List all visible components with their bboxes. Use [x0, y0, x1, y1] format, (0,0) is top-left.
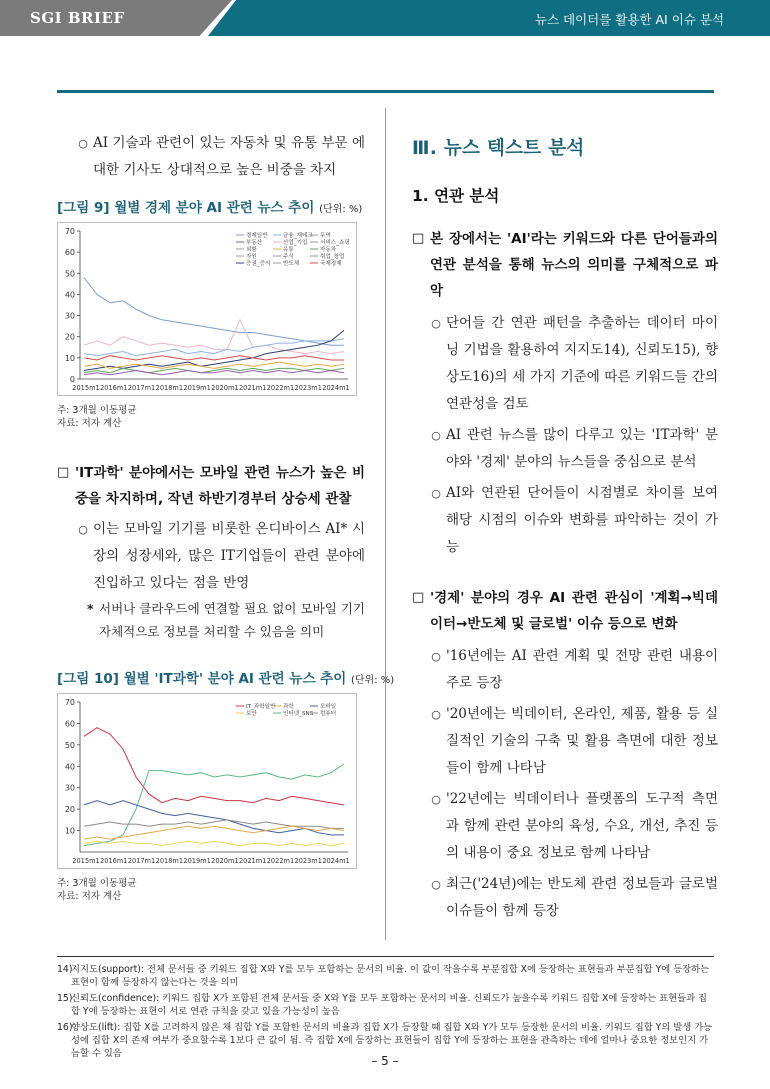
y-tick-label: 10 — [64, 353, 75, 363]
square-bullet-icon: □ — [412, 590, 425, 605]
left-column — [57, 130, 395, 903]
y-tick-label: 30 — [64, 311, 75, 321]
square-bullet-icon: □ — [57, 465, 70, 480]
legend-label: 서비스_쇼핑 — [320, 240, 350, 247]
y-tick-label: 40 — [64, 290, 75, 300]
x-tick-label: 2018m1 — [155, 857, 184, 865]
legend-label: 컴퓨터 — [320, 711, 337, 718]
block2-bullet: ○ '22년에는 빅데이터나 플랫폼의 도구적 측면과 함께 관련 분야의 육성, 수요, 개선, 추진 등의 내용이 중요 정보로 함께 나타남 — [426, 786, 718, 867]
circle-bullet-icon: ○ — [78, 523, 88, 536]
figure-9-title — [57, 196, 365, 216]
circle-bullet-icon: ○ — [431, 708, 441, 721]
x-tick-label: 2019m1 — [183, 384, 211, 392]
figure-10-title-text: [그림 10] 월별 'IT과학' 분야 AI 관련 뉴스 추이 — [57, 671, 347, 687]
header-title: 뉴스 데이터를 활용한 AI 이슈 분석 — [534, 12, 724, 27]
legend-label: 취업_창업 — [320, 254, 345, 261]
x-tick-label: 2015m1 — [72, 384, 100, 392]
legend-label: 산업_기업 — [283, 240, 308, 247]
figure-9-source: 자료: 저자 계산 — [57, 418, 122, 429]
legend-label: 증권_증시 — [246, 261, 271, 268]
x-tick-label: 2020m1 — [211, 857, 239, 865]
x-tick-label: 2022m1 — [266, 857, 295, 865]
circle-bullet-icon: ○ — [431, 650, 441, 663]
legend-label: 부동산 — [246, 240, 263, 247]
subsection-title: 1. 연관 분석 — [412, 187, 500, 205]
block1-heading: □ 본 장에서는 'AI'라는 키워드와 다른 단어들과의 연관 분석을 통해 뉴스의 의미를 구체적으로 파악 — [412, 226, 718, 304]
x-tick-label: 2023m1 — [294, 857, 322, 865]
block1-bullet: ○ 단어들 간 연관 패턴을 추출하는 데이터 마이닝 기법을 활용하여 지지도14), 신뢰도15), 향상도16)의 세 가지 기준에 따른 키워드들 간의 연관성을 검토 — [426, 310, 718, 418]
chart-svg — [58, 694, 356, 868]
series-line — [84, 764, 344, 846]
circle-bullet-icon: ○ — [431, 878, 441, 891]
legend-label: 경제일반 — [246, 233, 268, 240]
section-title: Ⅲ. 뉴스 텍스트 분석 — [412, 138, 585, 159]
block1-bullet: ○ AI와 연관된 단어들이 시점별로 차이를 보여 해당 시점의 이슈와 변화를 파악하는 것이 가능 — [426, 480, 718, 561]
legend-label: 금융_재테크 — [283, 233, 313, 240]
legend-label: 주식 — [283, 254, 294, 261]
series-line — [84, 826, 344, 839]
y-tick-label: 70 — [64, 698, 75, 707]
y-tick-label: 50 — [64, 269, 75, 279]
circle-bullet-icon: ○ — [431, 793, 441, 806]
page-header — [0, 0, 770, 36]
legend-label: 유통 — [283, 247, 294, 254]
footnote-15: 15) 신뢰도(confidence): 키워드 집합 X가 포함된 전체 문서들 중 X와 Y를 모두 포함하는 문서의 비율. 신뢰도가 높을수록 키워드 집합 X에 등장하는 표현들과 집합 Y에 등장하는 표현이 서로 연관 규칙을 갖고 있을 가능성이 높음 — [57, 993, 708, 1017]
it-science-heading-bullet: □ 'IT과학' 분야에서는 모바일 관련 뉴스가 높은 비중을 차지하며, 작년 하반기경부터 상승세 관찰 — [57, 460, 365, 512]
it-science-sub-bullet: ○ 이는 모바일 기기를 비롯한 온디바이스 AI* 시장의 성장세와, 많은 IT기업들이 관련 분야에 진입하고 있다는 점을 반영 — [73, 516, 365, 597]
x-tick-label: 2021m1 — [238, 384, 267, 392]
y-tick-label: 0 — [69, 375, 75, 384]
legend-label: 인터넷_SNS — [283, 711, 314, 718]
figure-9-notes — [57, 404, 365, 430]
x-tick-label: 2016m1 — [100, 857, 128, 865]
asterisk-icon: * — [87, 601, 94, 616]
page-number: – 5 – — [371, 1054, 399, 1068]
block1-bullet: ○ AI 관련 뉴스를 많이 다루고 있는 'IT과학' 분야와 '경제' 분야의 뉴스들을 중심으로 분석 — [426, 422, 718, 476]
legend-label: 국제경제 — [320, 261, 342, 268]
x-tick-label: 2015m1 — [72, 857, 100, 865]
chart-svg — [58, 223, 356, 395]
circle-bullet-icon: ○ — [78, 137, 88, 150]
circle-bullet-icon: ○ — [431, 317, 441, 330]
figure-10-notes — [57, 877, 365, 903]
x-tick-label: 2019m1 — [183, 857, 211, 865]
x-tick-label: 2021m1 — [238, 857, 267, 865]
figure-10-unit: (단위: %) — [350, 675, 395, 686]
right-column — [412, 134, 718, 925]
y-tick-label: 60 — [64, 248, 75, 258]
intro-bullet: ○ AI 기술과 관련이 있는 자동차 및 유통 부문 에 대한 기사도 상대적으로 높은 비중을 차지 — [73, 130, 365, 184]
figure-9-unit: (단위: %) — [319, 204, 363, 215]
block1-bullets — [426, 310, 718, 561]
legend-label: 반도체 — [283, 261, 300, 268]
x-tick-label: 2022m1 — [266, 384, 295, 392]
series-line — [84, 362, 344, 368]
brand-logo: SGI BRIEF — [30, 9, 125, 27]
square-bullet-icon: □ — [412, 231, 425, 246]
x-tick-label: 2024m1 — [322, 384, 350, 392]
x-tick-label: 2024m1 — [322, 857, 350, 865]
y-tick-label: 30 — [64, 783, 75, 793]
block2-bullet: ○ '16년에는 AI 관련 계획 및 전망 관련 내용이 주로 등장 — [426, 643, 718, 697]
column-divider — [385, 108, 386, 940]
footnote-14: 14) 지지도(support): 전체 문서들 중 키워드 집합 X와 Y를 모두 포함하는 문서의 비율. 이 값이 작을수록 부분집합 X에 등장하는 표현들과 부분집합 Y에 등장하는 표현이 함께 등장하지 않는다는 것을 의미 — [57, 964, 710, 988]
legend-label: 자원 — [246, 254, 257, 261]
y-tick-label: 60 — [64, 719, 75, 729]
legend-label: IT_과학일반 — [246, 704, 276, 711]
legend-label: 모바일 — [320, 704, 337, 711]
footnote-16: 16) 향상도(lift): 집합 X를 고려하지 않은 채 집합 Y를 포함한 문서의 비율과 집합 X가 등장할 때 집합 X와 Y가 모두 등장한 문서의 비율. 키워드 집합 Y의 발생 가능성에 집합 X의 존재 여부가 중요할수록 1보다 큰 값이 됨. 즉 집합 X에 등장하는 표현들이 집합 Y에 등장하는 표현을 관측하는 데에 얼마나 중요한 정보인지 가늠할 수 있음 — [57, 1022, 713, 1059]
legend-label: 보안 — [246, 711, 257, 718]
y-tick-label: 40 — [64, 762, 75, 772]
legend-label: 과학 — [283, 704, 294, 711]
y-tick-label: 20 — [64, 805, 75, 815]
legend-label: 무역 — [320, 233, 331, 240]
x-tick-label: 2023m1 — [294, 384, 322, 392]
y-tick-label: 50 — [64, 740, 75, 750]
top-rule — [57, 90, 714, 93]
series-line — [84, 356, 344, 360]
series-line — [84, 320, 344, 354]
x-tick-label: 2018m1 — [155, 384, 184, 392]
legend-label: 자동차 — [320, 247, 337, 254]
figure-9-note: 주: 3개월 이동평균 — [57, 405, 137, 416]
x-tick-label: 2017m1 — [127, 857, 156, 865]
figure-10-source: 자료: 저자 계산 — [57, 891, 122, 902]
y-tick-label: 70 — [64, 227, 75, 236]
circle-bullet-icon: ○ — [431, 429, 441, 442]
series-line — [84, 841, 344, 845]
block2-bullet: ○ 최근('24년)에는 반도체 관련 정보들과 글로벌 이슈들이 함께 등장 — [426, 871, 718, 925]
series-line — [84, 371, 344, 375]
legend-label: 외환 — [246, 247, 257, 254]
block2-heading: □ '경제' 분야의 경우 AI 관련 관심이 '계획→빅데이터→반도체 및 글로벌' 이슈 등으로 변화 — [412, 585, 718, 637]
series-line — [84, 801, 344, 835]
figure-10-title — [57, 667, 395, 687]
circle-bullet-icon: ○ — [431, 487, 441, 500]
x-tick-label: 2016m1 — [100, 384, 128, 392]
series-line — [84, 728, 344, 805]
y-tick-label: 10 — [64, 826, 75, 836]
figure-9-chart — [57, 222, 357, 396]
series-line — [84, 820, 344, 829]
figure-10-chart — [57, 693, 357, 869]
y-tick-label: 20 — [64, 332, 75, 342]
block2-bullets — [426, 643, 718, 925]
footnote-star-note: * 서버나 클라우드에 연결할 필요 없이 모바일 기기 자체적으로 정보를 처리할 수 있음을 의미 — [87, 597, 365, 643]
figure-9-title-text: [그림 9] 월별 경제 분야 AI 관련 뉴스 추이 — [57, 200, 315, 216]
x-tick-label: 2020m1 — [211, 384, 239, 392]
block2-bullet: ○ '20년에는 빅데이터, 온라인, 제품, 활용 등 실질적인 기술의 구축 및 활용 측면에 대한 정보들이 함께 나타남 — [426, 701, 718, 782]
series-line — [84, 278, 344, 346]
x-tick-label: 2017m1 — [127, 384, 156, 392]
figure-10-note: 주: 3개월 이동평균 — [57, 878, 137, 889]
footnote-rule — [57, 956, 714, 957]
